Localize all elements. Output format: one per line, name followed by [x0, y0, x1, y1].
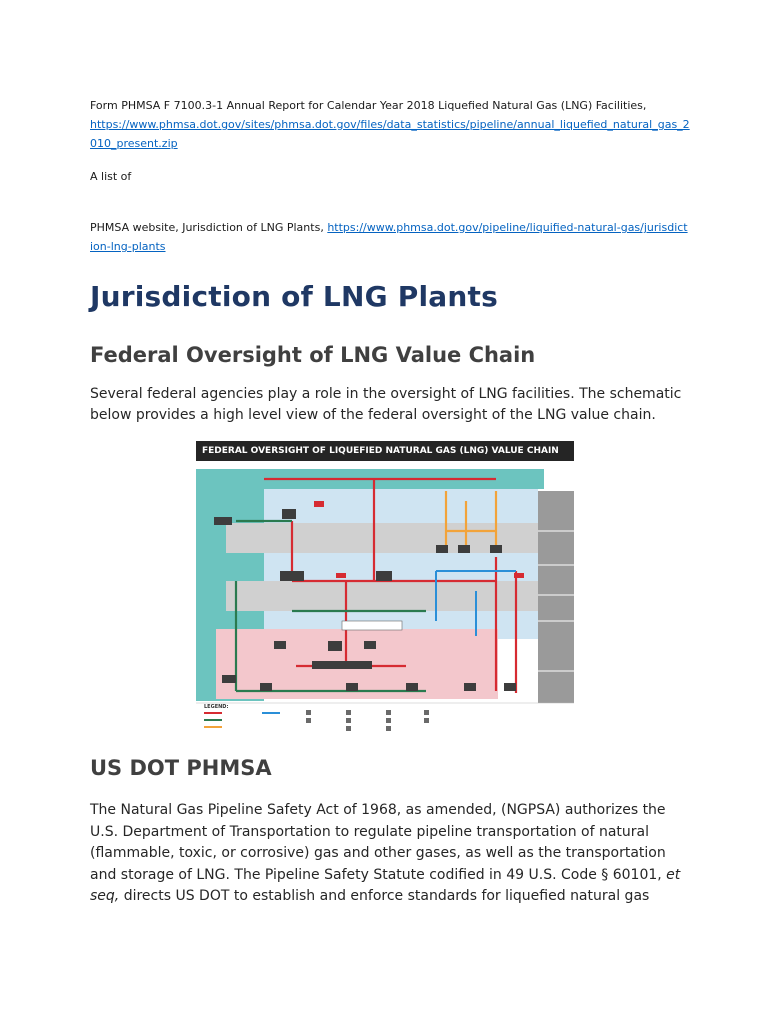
document-body: [90, 96, 690, 426]
value-chain-schematic: [196, 461, 574, 731]
source-citation-1: [90, 96, 690, 153]
legend-icons: [306, 710, 429, 731]
ngpsa-paragraph: [90, 800, 690, 908]
legend-swatches: [204, 713, 280, 727]
source-2-link[interactable]: https://www.phmsa.dot.gov/pipeline/liquified-natural-gas/jurisdiction-lng-plants: [90, 221, 688, 253]
legend-label: LEGEND:: [204, 704, 229, 710]
source-1-link[interactable]: https://www.phmsa.dot.gov/sites/phmsa.dot.gov/files/data_statistics/pipeline/annual_liquefied_natural_gas_2010_present.zip: [90, 118, 690, 150]
source-1-text: Form PHMSA F 7100.3-1 Annual Report for Calendar Year 2018 Liquefied Natural Gas (LNG) Facilities,: [90, 99, 647, 112]
ngpsa-paragraph-text-1: The Natural Gas Pipeline Safety Act of 1968, as amended, (NGPSA) authorizes the U.S. Department of Transportation to regulate pipeline transportation of natural (flammable, toxic, or corrosive) gas and other gases, as well as the transportation and storage of LNG. The Pipeline Safety Statute codified in 49 U.S. Code § 60101,: [90, 802, 666, 883]
lng-value-chain-figure: [196, 441, 574, 731]
section-heading-value-chain: Federal Oversight of LNG Value Chain: [90, 343, 536, 367]
ngpsa-paragraph-italic: et seq,: [90, 866, 681, 904]
gray-band-2: [226, 581, 538, 611]
transfer-piping-label-box: [342, 621, 402, 630]
page-title: Jurisdiction of LNG Plants: [90, 280, 498, 313]
ngpsa-paragraph-text-2: directs US DOT to establish and enforce standards for liquefied natural gas: [123, 888, 650, 904]
source-citation-2: [90, 218, 690, 256]
source-2-text: PHMSA website, Jurisdiction of LNG Plants,: [90, 221, 324, 234]
section-heading-us-dot-phmsa: US DOT PHMSA: [90, 756, 272, 780]
intro-paragraph: Several federal agencies play a role in the oversight of LNG facilities. The schematic below provides a high level view of the federal oversight of the LNG value chain.: [90, 386, 682, 423]
list-text: A list of: [90, 170, 132, 183]
figure-title: FEDERAL OVERSIGHT OF LIQUEFIED NATURAL GAS (LNG) VALUE CHAIN: [196, 441, 574, 461]
